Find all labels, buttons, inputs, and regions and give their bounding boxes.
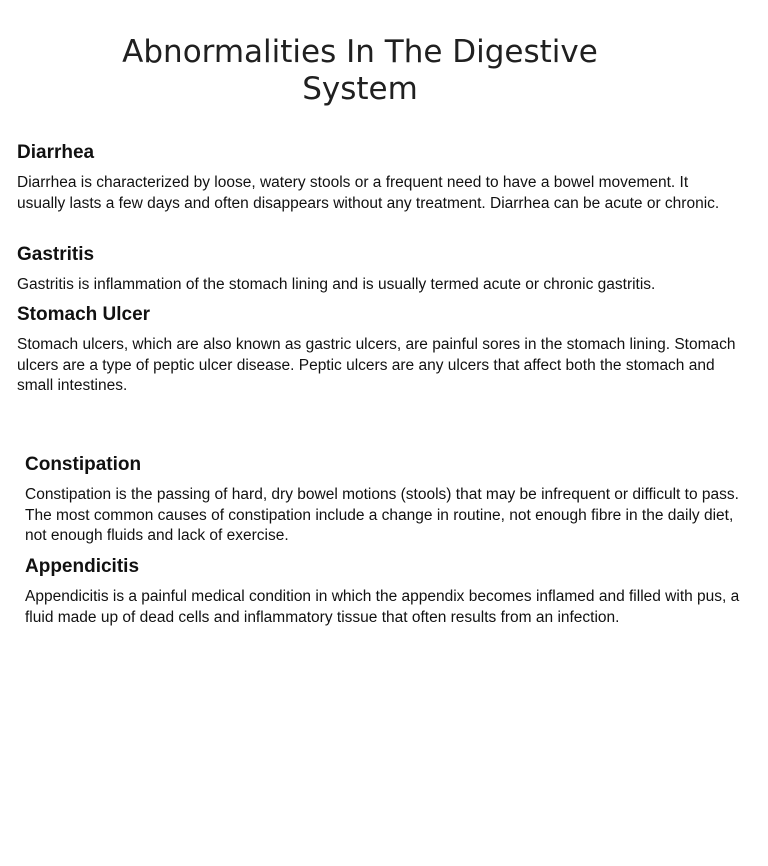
section-heading: Diarrhea [17,142,95,163]
section-body: Appendicitis is a painful medical condition in which the appendix becomes inflamed and filled with pus, a fluid made up of dead cells and inflammatory tissue that often results from an infection. [25,588,740,626]
section-stomach-ulcer [17,303,737,397]
section-body: Diarrhea is characterized by loose, watery stools or a frequent need to have a bowel movement. It usually lasts a few days and often disappears without any treatment. Diarrhea can be acute or chronic. [17,174,720,212]
page-title [100,34,620,108]
section-body: Stomach ulcers, which are also known as gastric ulcers, are painful sores in the stomach lining. Stomach ulcers are a type of peptic ulcer disease. Peptic ulcers are any ulcers that affect both the stomach and small intestines. [17,336,736,395]
section-heading: Constipation [25,454,142,475]
page-title-line-1: Abnormalities In The Digestive [122,34,598,70]
section-heading: Appendicitis [25,556,140,577]
section-diarrhea [17,141,737,214]
section-gastritis [17,243,747,296]
section-body: Constipation is the passing of hard, dry bowel motions (stools) that may be infrequent or difficult to pass. The most common causes of constipation include a change in routine, not enough fibre in the daily diet, not enough fluids and lack of exercise. [25,486,739,545]
section-appendicitis [25,555,750,628]
page-title-line-2: System [302,71,418,107]
section-heading: Gastritis [17,244,95,265]
section-constipation [25,453,745,547]
section-body: Gastritis is inflammation of the stomach lining and is usually termed acute or chronic gastritis. [17,276,656,293]
section-heading: Stomach Ulcer [17,304,151,325]
